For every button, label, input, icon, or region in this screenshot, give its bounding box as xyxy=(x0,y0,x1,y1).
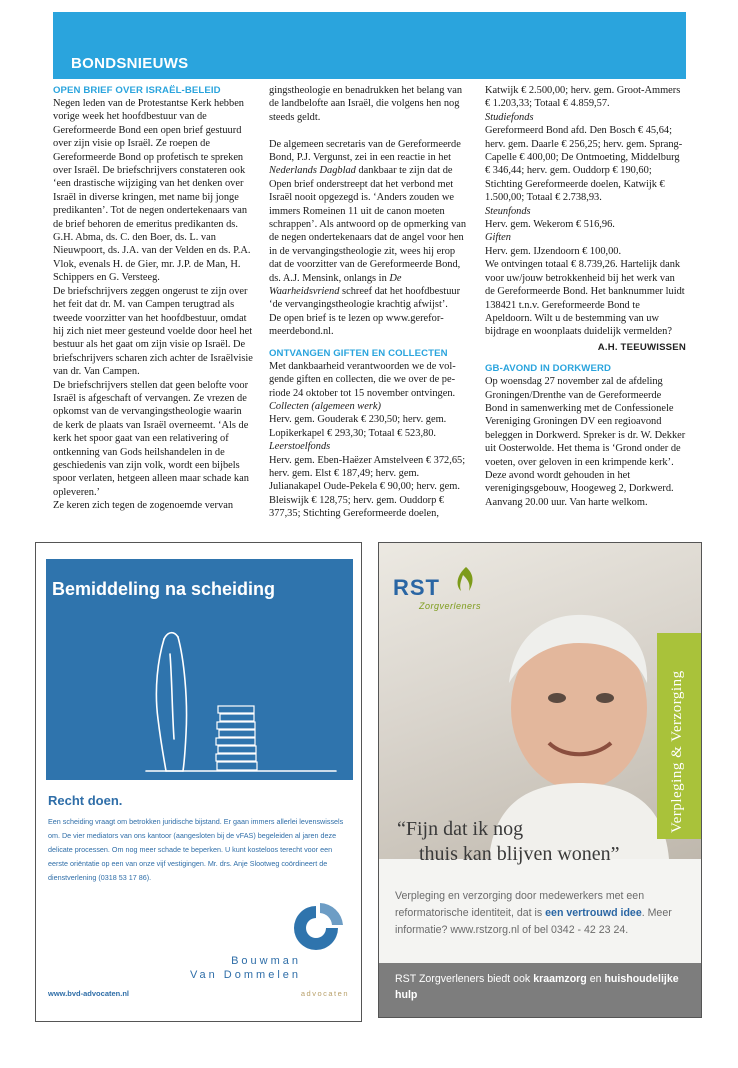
text-span: Verpleging en verzorging door medewerkers met een reformatorische identiteit, dat is xyxy=(395,890,645,919)
category-text: Herv. gem. Eben-Haëzer Amstelveen € 372,65; herv. gem. Elst € 187,49; herv. gem. Julianakapel Oude-Pekela € 90,00; herv. gem. Bleiswijk € 128,75; herv. gem. Ouddorp € 377,35; Stichting Gereformeerde doelen, xyxy=(269,454,466,520)
article-paragraph: gingstheologie en benadrukken het belang van de landbelofte aan Israël, die volgens hen nog steeds geldt. xyxy=(269,85,463,123)
ad-body-text: Een scheiding vraagt om betrokken juridische bijstand. Er gaan immers allerlei levenswissels om. De vier mediators van ons kantoor (aangesloten bij de vFAS) begeleiden al jaren deze delicate processen. Om nog meer schade te beperken. U kunt kosteloos terecht voor een eerste oriëntatie op een van onze vijf vestigingen. Mr. drs. Anje Slootweg coördineert de dienstverlening (0318 53 17 86). xyxy=(48,817,344,882)
ad-footer-text xyxy=(395,971,695,1003)
article-heading-open-brief: OPEN BRIEF OVER ISRAËL-BELEID xyxy=(53,85,221,96)
quote-line-2: thuis kan blijven wonen” xyxy=(419,843,620,865)
category-label: Giften xyxy=(485,232,511,244)
quote-line-1: “Fijn dat ik nog xyxy=(397,818,524,840)
text-span: en xyxy=(586,973,605,985)
article-paragraph: De briefschrijvers zeggen ongerust te zijn over het feit dat dr. M. van Campen terugtrad als tweede voorzitter van het hoofdbestuur, omdat hij zich niet meer gesteund voelde door heel het bestuur als het gaat om zijn visie op Israël. De briefschrijvers scharen zich achter de Israëlvisie van dr. Van Campen. xyxy=(53,285,253,378)
highlight-text: kraamzorg xyxy=(533,973,587,985)
firm-name-line-2: Van Dommelen xyxy=(190,969,301,981)
ad-subtitle: Recht doen. xyxy=(48,793,123,808)
newspaper-name: Nederlands Dagblad xyxy=(269,165,356,177)
ad-url-link[interactable]: www.bvd-advocaten.nl xyxy=(48,989,129,998)
column-3 xyxy=(485,84,686,509)
rst-logo-text: RST xyxy=(393,575,440,600)
category-text: Katwijk € 2.500,00; herv. gem. Groot-Ammers € 1.203,33; Totaal € 4.859,57. xyxy=(485,85,681,110)
text-span: schreef dat het hoofdbestuur ‘de vervangingstheologie krachtig afwijst’. xyxy=(269,286,461,311)
firm-tagline: advocaten xyxy=(300,989,349,998)
highlight-text: een vertrouwd idee xyxy=(545,907,642,919)
category-label: Collecten (algemeen werk) xyxy=(269,400,381,412)
article-paragraph: We ontvingen totaal € 8.739,26. Hartelijk dank voor uw/jouw betrokkenheid bij het werk van de Gereformeerde Bond. Het banknummer luidt 138421 t.n.v. Gereformeerde Bond te Apeldoorn. Wilt u de bestemming van uw bijdrage en woonplaats duidelijk vermelden? xyxy=(485,259,685,338)
article-paragraph: Met dankbaarheid verantwoorden we de volgende giften en collecten, die we over de periode 24 oktober tot 15 november ontvingen. xyxy=(269,360,456,399)
ad-title: Bemiddeling na scheiding xyxy=(52,579,276,599)
category-text: Gereformeerd Bond afd. Den Bosch € 45,64; herv. gem. Daarle € 256,25; herv. gem. Sprang-Capelle € 400,00; De Ontmoeting, Middelburg € 346,44; herv. gem. Ouddorp € 190,60; Stichting Gereformeerde doelen, Katwijk € 1.500,00; Totaal € 2.738,93. xyxy=(485,125,683,204)
category-text: Herv. gem. Gouderak € 230,50; herv. gem. Lopikerkapel € 293,30; Totaal € 523,80. xyxy=(269,414,447,439)
category-label: Studiefonds xyxy=(485,111,534,123)
author-signature: A.H. TEEUWISSEN xyxy=(597,341,686,353)
category-label: Leerstoelfonds xyxy=(269,441,331,453)
advertisement-rst[interactable] xyxy=(378,542,702,1018)
section-title: BONDSNIEUWS xyxy=(71,55,189,72)
magazine-name: De Waarheidsvriend xyxy=(269,272,402,298)
rst-logo-subtitle: Zorgverleners xyxy=(419,601,482,611)
article-paragraph: Op woensdag 27 november zal de afdeling Groningen/Drenthe van de Gereformeerde Bond in samenwerking met de Confessionele Vereniging Groningen DV een regioavond beleggen in Dorkwerd. Spreker is dr. W. Dekker uit Oosterwolde. Het thema is ‘Grond onder de voeten, over geloven in een krimpende kerk’. Deze avond wordt gehouden in het verenigingsgebouw, Hoogeweg 2, Dorkwerd. Aanvang 20.00 uur. Van harte welkom. xyxy=(485,376,686,508)
category-text: Herv. gem. IJzendoorn € 100,00. xyxy=(485,245,622,257)
text-span: . Meer informatie? www.rstzorg.nl of bel 0342 - 42 23 24. xyxy=(395,907,672,936)
advertisement-bouwman[interactable] xyxy=(35,542,362,1022)
column-2 xyxy=(269,84,470,521)
header-bar xyxy=(53,12,686,79)
article-paragraph: Negen leden van de Protestantse Kerk hebben vorige week het hoofdbestuur van de Gereformeerde Bond een open brief gestuurd over zijn visie op Israël. Ze roepen de Gereformeerde Bond op profetisch te spreken over Israël. De briefschrijvers constateren ook ‘een drastische wijziging van het denken over Israël in diverse kringen, met name bij jonge predikanten’. Tot de negen ondertekenaars van de brief behoren de emeritus predikanten ds. G.H. Abma, ds. C. den Boer, ds. L. van Nieuwpoort, ds. J.A. van der Velden en ds. P.A. Vlok, evenals H. de Gier, mr. J.P. de Man, H. Schippers en G. Versteeg. xyxy=(53,98,251,284)
highlight-text: huishoudelijke hulp xyxy=(395,973,679,1001)
text-span: RST Zorgverleners biedt ook xyxy=(395,973,534,985)
vertical-tagline: Verpleging & Verzorging xyxy=(669,670,685,833)
category-text: Herv. gem. Wekerom € 516,96. xyxy=(485,219,615,231)
article-paragraph: Ze keren zich tegen de zogenoemde vervan xyxy=(53,500,234,512)
category-label: Steunfonds xyxy=(485,205,531,217)
article-heading-gb-avond: GB-AVOND IN DORKWERD xyxy=(485,363,612,375)
article-paragraph: De briefschrijvers stellen dat geen belofte voor Israël is afgeschaft of vervangen. Ze vrezen de opkomst van de vervangingstheologie waarin de kerk de plaats van Israël overneemt. ‘Als de kerk het spoor gaat van een relativering of ontkenning van Gods heilshandelen in de geschiedenis van zijn volk, wordt een bijbels spoor verlaten, hetgeen alleen maar schade kan opleveren.’ xyxy=(53,379,249,498)
bouwman-logo-icon xyxy=(286,901,346,951)
article-paragraph: De open brief is te lezen op www.gereformeerdebond.nl. xyxy=(269,312,444,338)
column-1 xyxy=(53,84,253,513)
text-span: De algemeen secretaris van de Gereformeerde Bond, P.J. Vergunst, zei in een reactie in het xyxy=(269,138,461,164)
article-paragraph xyxy=(269,138,470,312)
firm-name-line-1: Bouwman xyxy=(231,955,301,967)
ad-body-text xyxy=(395,888,685,939)
text-span: dankbaar te zijn dat de Open brief onderstreept dat het verbond met Israël nooit opgezegd is. ‘Anders zouden we immers Romeinen 11 uit de canon moeten schrappen’. Als antwoord op de opmerking van de negen ondertekenaars dat de angel voor hen in de vervangingstheologie zit, wees hij erop dat de voorzitter van de Gereformeerde Bond, ds. A.J. Mensink, onlangs in xyxy=(269,165,467,284)
article-heading-giften: ONTVANGEN GIFTEN EN COLLECTEN xyxy=(269,347,448,359)
rst-flame-logo-icon xyxy=(451,565,481,595)
